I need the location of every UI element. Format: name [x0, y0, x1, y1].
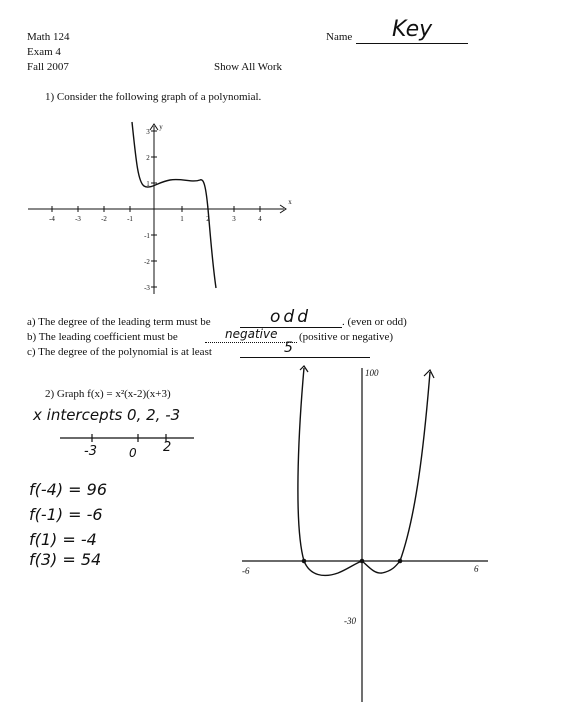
q2-curve	[298, 368, 430, 575]
course-label: Math 124	[27, 31, 70, 43]
q1c-blank	[240, 357, 370, 358]
q1-ytick: 2	[146, 154, 150, 162]
q1-ytick: -2	[144, 258, 150, 266]
function-value: f(1) = -4	[29, 530, 97, 549]
q1c-text: c) The degree of the polynomial is at least	[27, 346, 212, 358]
q2-number-line	[58, 430, 198, 460]
q1b-text: b) The leading coefficient must be	[27, 331, 178, 343]
q1a-suffix: . (even or odd)	[342, 316, 407, 328]
name-label: Name	[326, 31, 353, 43]
q1-xtick: -3	[75, 215, 81, 223]
function-value: f(-1) = -6	[29, 505, 103, 524]
q1-y-label: y	[159, 123, 163, 131]
function-value: f(3) = 54	[29, 550, 102, 569]
numberline-label: -3	[84, 444, 97, 459]
q1-x-label: x	[288, 198, 292, 206]
q2-y-top-label: 100	[365, 368, 379, 378]
q1-xtick: -4	[49, 215, 55, 223]
q1-ytick: 1	[146, 180, 150, 188]
q2-prompt: 2) Graph f(x) = x²(x-2)(x+3)	[45, 388, 171, 400]
q2-x-right-label: 6	[474, 564, 479, 574]
q1-xtick: 4	[258, 215, 262, 223]
q1-ytick: -1	[144, 232, 150, 240]
q2-sketch-graph	[238, 366, 498, 706]
q2-intercept-point	[398, 559, 403, 564]
q1a-answer: odd	[270, 307, 311, 327]
q2-y-bottom-label: -30	[344, 616, 356, 626]
function-value: f(-4) = 96	[29, 480, 108, 499]
q1-polynomial-graph	[20, 120, 310, 300]
q1-prompt: 1) Consider the following graph of a polynomial.	[45, 91, 262, 103]
exam-label: Exam 4	[27, 46, 61, 58]
term-label: Fall 2007	[27, 61, 69, 73]
q1-ytick: 3	[146, 128, 150, 136]
numberline-label: 0	[129, 446, 137, 460]
q1a-text: a) The degree of the leading term must be	[27, 316, 211, 328]
name-value: Key	[392, 17, 433, 42]
q1c-answer: 5	[284, 340, 293, 356]
q2-intercept-point	[302, 559, 307, 564]
q2-intercepts: x intercepts 0, 2, -3	[33, 406, 181, 424]
q1-xtick: -2	[101, 215, 107, 223]
instruction-label: Show All Work	[214, 61, 282, 73]
q2-intercept-point	[360, 559, 365, 564]
name-line	[356, 43, 468, 44]
q1b-suffix: (positive or negative)	[299, 331, 394, 343]
q1-xtick: 3	[232, 215, 236, 223]
q1-xtick: 1	[180, 215, 184, 223]
q2-x-left-label: -6	[242, 566, 250, 576]
numberline-label: 2	[163, 440, 172, 455]
q1-xtick: -1	[127, 215, 133, 223]
q1-ytick: -3	[144, 284, 150, 292]
q1-xtick: 2	[206, 215, 210, 223]
q1b-answer: negative	[225, 327, 278, 341]
